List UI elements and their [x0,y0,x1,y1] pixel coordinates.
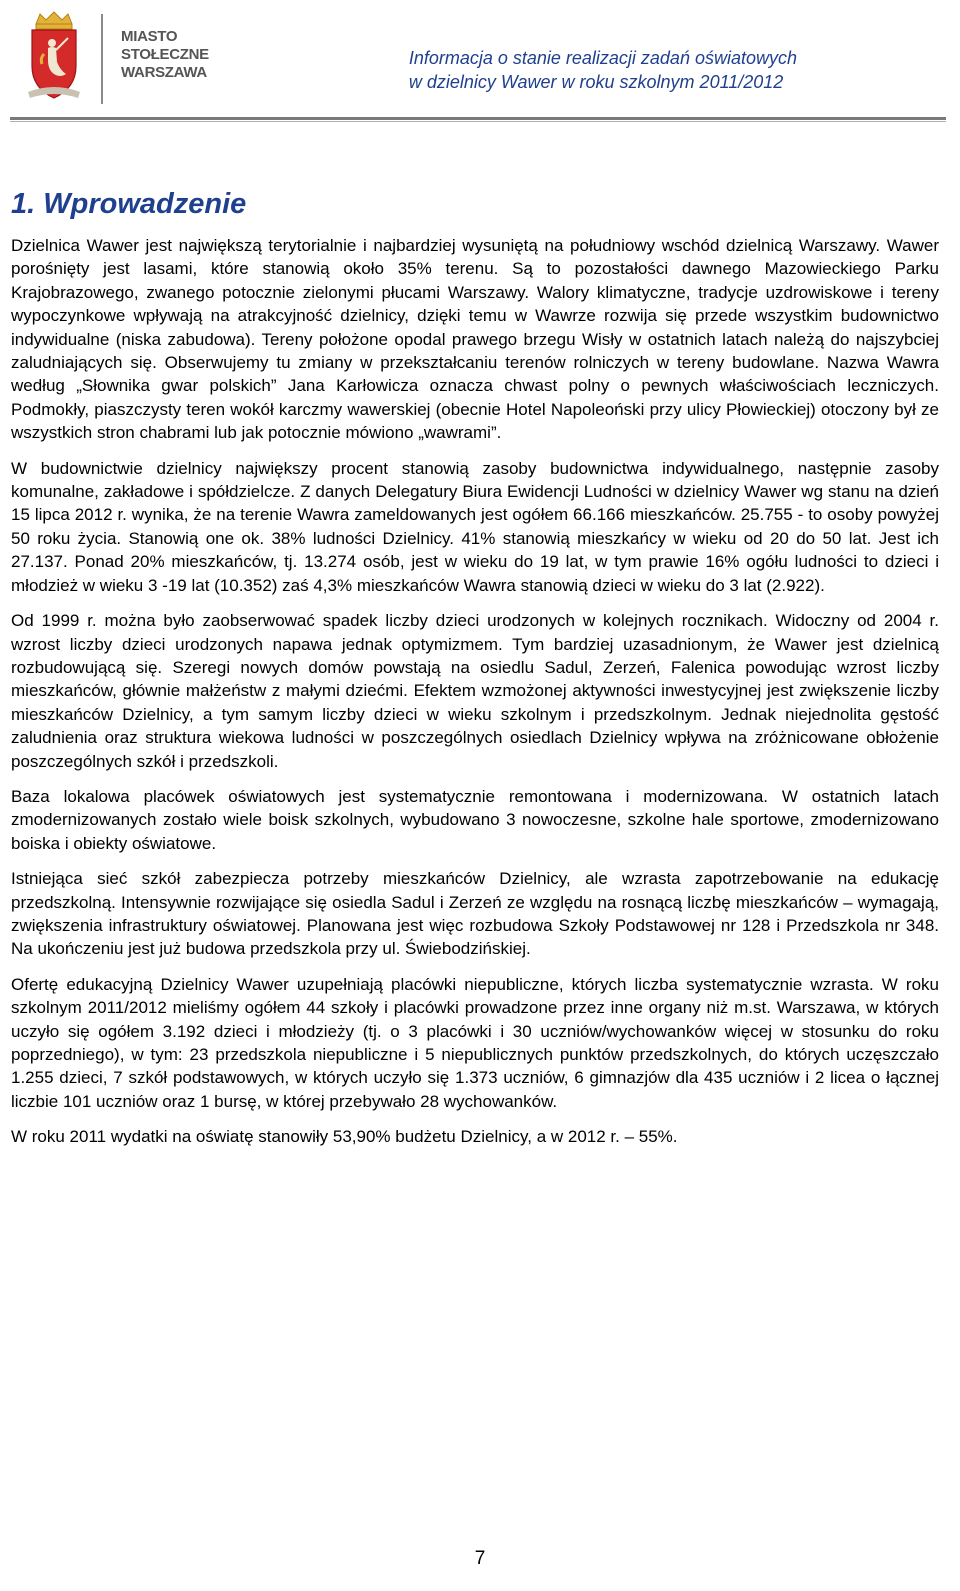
logo-divider [101,14,103,104]
document-title [409,46,797,94]
document-title-line: w dzielnicy Wawer w roku szkolnym 2011/2012 [408,72,784,92]
paragraph: Istniejąca sieć szkół zabezpiecza potrzeby mieszkańców Dzielnicy, ale wzrasta zapotrzebowanie na edukację przedszkolną. Intensywnie rozwijające się osiedla Sadul i Zerzeń ze względu na rosnącą liczbę mieszkańców – wymagają, zwiększenia infrastruktury oświatowej. Planowana jest więc rozbudowa Szkoły Podstawowej nr 128 i Przedszkola nr 348. Na ukończeniu jest już budowa przedszkola przy ul. Świebodzińskiej. [11,869,939,959]
section-heading: 1. Wprowadzenie [11,188,247,220]
logo-line: STOŁECZNE [121,46,209,63]
warsaw-crest-icon [26,10,82,100]
logo-line: MIASTO [121,28,178,45]
page-header [0,0,960,128]
paragraph: Dzielnica Wawer jest największą terytorialnie i najbardziej wysuniętą na południowy wschód dzielnicą Warszawy. Wawer porośnięty jest lasami, które stanowią około 35% terenu. Są to pozostałości dawnego Mazowieckiego Parku Krajobrazowego, zwanego potocznie zielonymi płucami Warszawy. Walory klimatyczne, tradycje uzdrowiskowe i tereny wypoczynkowe wpływają na atrakcyjność dzielnicy, dzięki temu w Wawrze rozwija się przede wszystkim budownictwo indywidualne (niska zabudowa). Tereny położone opodal prawego brzegu Wisły w ostatnich latach należą do najszybciej zaludniających się. Obserwujemy tu zmiany w przekształcaniu terenów rolniczych w tereny budowlane. Nazwa Wawra według „Słownika gwar polskich” Jana Karłowicza oznacza chwast polny o pewnych właściwościach leczniczych. Podmokły, piaszczysty teren wokół karczmy wawerskiej (obecnie Hotel Napoleoński przy ulicy Płowieckiej) otoczony był ze wszystkich stron chabrami lub jak potocznie mówiono „wawrami”. [11,236,939,443]
document-title-line: Informacja o stanie realizacji zadań oświatowych [408,48,797,68]
header-divider [10,117,946,120]
paragraph: Od 1999 r. można było zaobserwować spadek liczby dzieci urodzonych w kolejnych rocznikach. Widoczny od 2004 r. wzrost liczby dzieci urodzonych napawa jednak optymizmem. Tym bardziej uzasadnionym, że Wawer jest dzielnicą rozbudowującą się. Szeregi nowych domów powstają na osiedlu Sadul, Zerzeń, Falenica powodując wzrost liczby mieszkańców, głównie małżeństw z małymi dziećmi. Efektem wzmożonej aktywności inwestycyjnej jest zwiększenie liczby mieszkańców Dzielnicy, a tym samym liczby dzieci w wieku szkolnym i przedszkolnym. Jednak niejednolita gęstość zaludnienia oraz struktura wiekowa ludności w poszczególnych osiedlach Dzielnicy wpływa na zróżnicowane obłożenie poszczególnych szkół i przedszkoli. [11,611,939,771]
city-logo-text [121,28,211,82]
paragraph: Baza lokalowa placówek oświatowych jest systematycznie remontowana i modernizowana. W ostatnich latach zmodernizowanych zostało wiele boisk szkolnych, wybudowano 3 nowoczesne, szkolne hale sportowe, zmodernizowano boiska i obiekty oświatowe. [11,786,939,853]
main-content [11,186,939,1161]
header-divider-thin [10,121,946,122]
page-number: 7 [474,1548,486,1569]
paragraph: Ofertę edukacyjną Dzielnicy Wawer uzupełniają placówki niepubliczne, których liczba systematycznie wzrasta. W roku szkolnym 2011/2012 mieliśmy ogółem 44 szkoły i placówki prowadzone przez inne organy niż m.st. Warszawa, w których uczyło się ogółem 3.192 dzieci i młodzieży (tj. o 3 placówki i 30 uczniów/wychowanków więcej w stosunku do roku poprzedniego), w tym: 23 przedszkola niepubliczne i 5 niepublicznych punktów przedszkolnych, do których uczęszczało 1.255 dzieci, 7 szkół podstawowych, w których uczyło się 1.373 uczniów, 6 gimnazjów dla 435 uczniów i 2 licea o łącznej liczbie 101 uczniów oraz 1 bursę, w której przebywało 28 wychowanków. [11,974,939,1111]
paragraph: W roku 2011 wydatki na oświatę stanowiły 53,90% budżetu Dzielnicy, a w 2012 r. – 55%. [11,1127,678,1147]
logo-line: WARSZAWA [121,64,207,81]
paragraph: W budownictwie dzielnicy największy procent stanowią zasoby budownictwa indywidualnego, następnie zasoby komunalne, zakładowe i spółdzielcze. Z danych Delegatury Biura Ewidencji Ludności w dzielnicy Wawer wg stanu na dzień 15 lipca 2012 r. wynika, że na terenie Wawra zameldowanych jest ogółem 66.166 mieszkańców. 25.755 - to osoby powyżej 50 roku życia. Stanowią one ok. 38% ludności Dzielnicy. 41% stanowią mieszkańcy w wieku od 20 do 50 lat. Jest ich 27.137. Ponad 20% mieszkańców, tj. 13.274 osób, jest w wieku do 19 lat, w tym prawie 16% ogółu ludności to dzieci i młodzież w wieku 3 -19 lat (10.352) zaś 4,3% mieszkańców Wawra stanowią dzieci w wieku do 3 lat (2.922). [11,458,939,595]
